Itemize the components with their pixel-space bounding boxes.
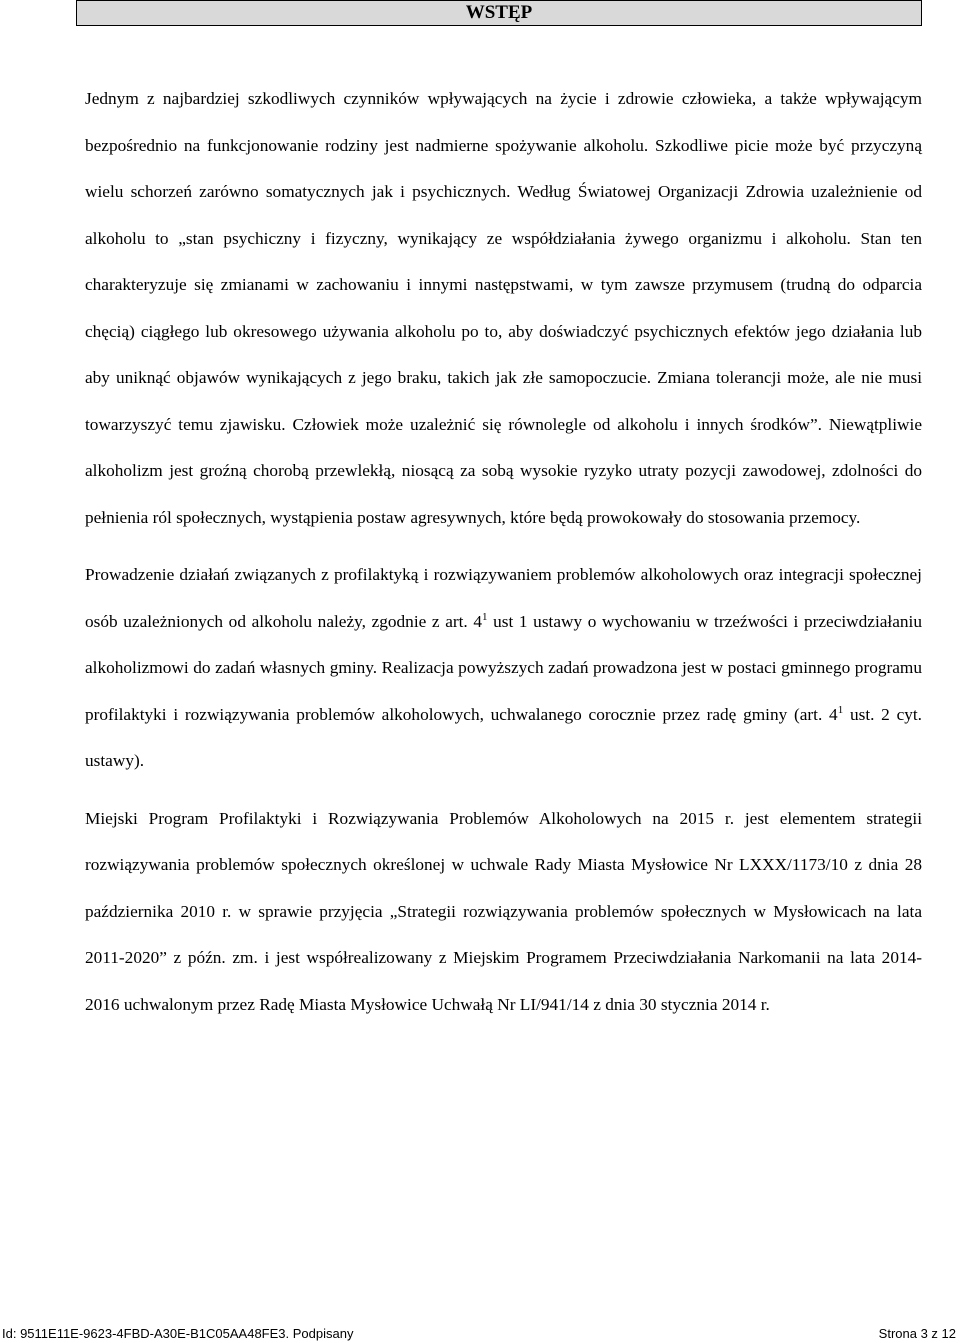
page-number: Strona 3 z 12 [878, 1326, 956, 1341]
document-body [85, 76, 922, 1028]
paragraph-2-part-b: ust 1 ustawy o wychowaniu w trzeźwości i przeciwdziałaniu alkoholizmowi do zadań własnych gminy. Realizacja powyższych zadań prowadzona jest w postaci gminnego programu profilaktyki i rozwiązywania problemów alkoholowych, uchwalanego corocznie przez radę gminy (art. 4 [85, 611, 922, 724]
superscript-1: 1 [482, 610, 488, 623]
paragraph-2-part-c: ust. 2 cyt. ustawy). [85, 704, 923, 770]
page-footer [0, 1324, 960, 1343]
paragraph-2 [85, 552, 922, 785]
paragraph-3: Miejski Program Profilaktyki i Rozwiązywania Problemów Alkoholowych na 2015 r. jest elementem strategii rozwiązywania problemów społecznych określonej w uchwale Rady Miasta Mysłowice Nr LXXX/1173/10 z dnia 28 października 2010 r. w sprawie przyjęcia „Strategii rozwiązywania problemów społecznych w Mysłowicach na lata 2011-2020” z późn. zm. i jest współrealizowany z Miejskim Programem Przeciwdziałania Narkomanii na lata 2014-2016 uchwalonym przez Radę Miasta Mysłowice Uchwałą Nr LI/941/14 z dnia 30 stycznia 2014 r. [85, 808, 922, 1014]
superscript-2: 1 [837, 703, 844, 716]
document-id: Id: 9511E11E-9623-4FBD-A30E-B1C05AA48FE3. Podpisany [2, 1326, 354, 1341]
paragraph-1: Jednym z najbardziej szkodliwych czynników wpływających na życie i zdrowie człowieka, a także wpływającym bezpośrednio na funkcjonowanie rodziny jest nadmierne spożywanie alkoholu. Szkodliwe picie może być przyczyną wielu schorzeń zarówno somatycznych jak i psychicznych. Według Światowej Organizacji Zdrowia uzależnienie od alkoholu to „stan psychiczny i fizyczny, wynikający ze współdziałania żywego organizmu i alkoholu. Stan ten charakteryzuje się zmianami w zachowaniu i innymi następstwami, w tym zawsze przymusem (trudną do odparcia chęcią) ciągłego lub okresowego używania alkoholu po to, aby doświadczyć psychicznych efektów jego działania lub aby uniknąć objawów wynikających z jego braku, takich jak złe samopoczucie. Zmiana tolerancji może, ale nie musi towarzyszyć temu zjawisku. Człowiek może uzależnić się równolegle od alkoholu i innych środków”. Niewątpliwie alkoholizm jest groźną chorobą przewlekłą, niosącą za sobą wysokie ryzyko utraty pozycji zawodowej, zdolności do pełnienia ról społecznych, wystąpienia postaw agresywnych, które będą prowokowały do stosowania przemocy. [85, 89, 922, 527]
section-heading: WSTĘP [76, 0, 922, 26]
paragraph-2-part-a: Prowadzenie działań związanych z profilaktyką i rozwiązywaniem problemów alkoholowych oraz integracji społecznej osób uzależnionych od alkoholu należy, zgodnie z art. 4 [85, 565, 922, 631]
